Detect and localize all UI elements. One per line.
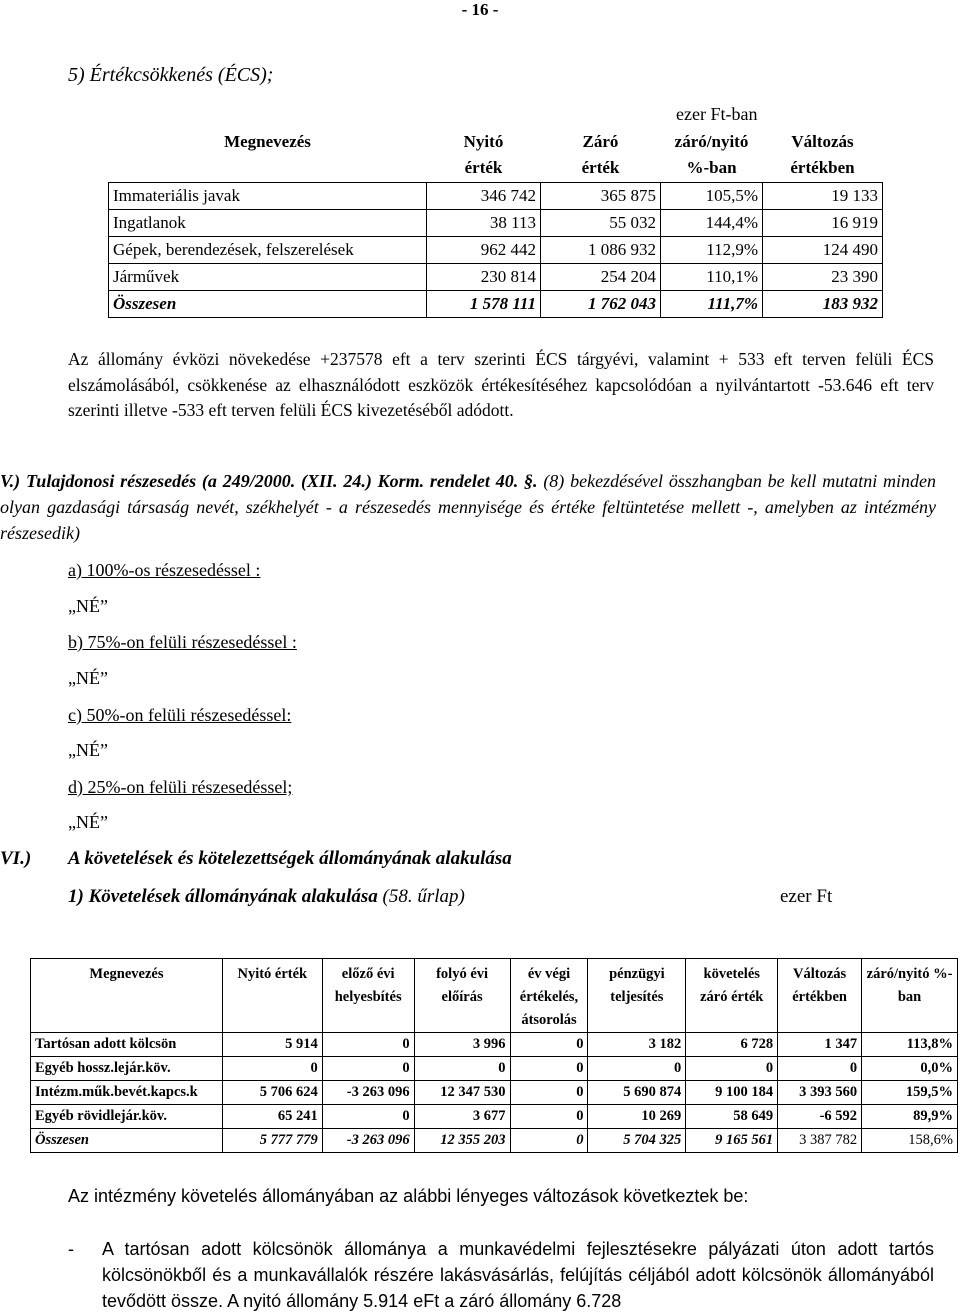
- section-5-ownership: [0, 468, 936, 546]
- table1-header: záró/nyitó: [674, 131, 749, 151]
- table-cell: 5 706 624: [222, 1081, 322, 1105]
- table-cell: 58 649: [686, 1105, 778, 1129]
- table-cell: 0: [510, 1081, 588, 1105]
- table2-header-row: [31, 959, 958, 1033]
- table-row: [31, 1057, 958, 1081]
- table-cell: 10 269: [588, 1105, 686, 1129]
- table-row: [31, 1033, 958, 1057]
- table-cell: 5 777 779: [222, 1129, 322, 1153]
- table-cell: 23 390: [763, 263, 883, 290]
- table-cell: 1 086 932: [541, 236, 661, 263]
- option-a-answer: „NÉ”: [68, 596, 108, 616]
- table-cell: 0: [510, 1033, 588, 1057]
- table-cell: 254 204: [541, 263, 661, 290]
- table-cell: 0: [322, 1105, 414, 1129]
- table-cell: 0,0%: [862, 1057, 958, 1081]
- option-c-label: [68, 705, 291, 726]
- table-row: [109, 263, 883, 290]
- table-cell: 0: [322, 1057, 414, 1081]
- table-cell: 12 347 530: [414, 1081, 510, 1105]
- table-cell: 113,8%: [862, 1033, 958, 1057]
- table-row: [109, 182, 883, 209]
- table-cell: 3 996: [414, 1033, 510, 1057]
- table-cell: 183 932: [763, 290, 883, 317]
- option-c-answer: „NÉ”: [68, 740, 108, 760]
- table-cell: 144,4%: [661, 209, 763, 236]
- table1-header: érték: [464, 158, 503, 178]
- table-cell: 89,9%: [862, 1105, 958, 1129]
- table-cell: 0: [588, 1057, 686, 1081]
- option-label: d) 25%-on felüli részesedéssel;: [68, 777, 293, 797]
- table-cell: 3 393 560: [778, 1081, 862, 1105]
- option-d-label: [68, 777, 292, 798]
- table-cell: 962 442: [427, 236, 541, 263]
- table-cell: 5 690 874: [588, 1081, 686, 1105]
- table-cell: 0: [686, 1057, 778, 1081]
- table-cell: 12 355 203: [414, 1129, 510, 1153]
- table-cell: 365 875: [541, 182, 661, 209]
- conclusion-text: Az intézmény követelés állományában az alábbi lényeges változások következtek be:: [68, 1186, 749, 1206]
- table2-header: Változás értékben: [778, 959, 862, 1033]
- table-cell: 0: [510, 1105, 588, 1129]
- table-cell: 6 728: [686, 1033, 778, 1057]
- table1-header: Nyitó: [463, 131, 504, 151]
- table-cell: 3 182: [588, 1033, 686, 1057]
- table-cell: 19 133: [763, 182, 883, 209]
- table2-header: folyó évi előírás: [414, 959, 510, 1033]
- table-cell: 3 677: [414, 1105, 510, 1129]
- table-cell: 38 113: [427, 209, 541, 236]
- table2-header: Nyitó érték: [222, 959, 322, 1033]
- table-cell: 0: [414, 1057, 510, 1081]
- table1-header-row-1: [109, 128, 883, 155]
- section-5-title: V.) Tulajdonosi részesedés (a 249/2000. (XII. 24.) Korm. rendelet 40. §.: [0, 471, 538, 491]
- table-row: [31, 1105, 958, 1129]
- table1-unit: ezer Ft-ban: [676, 104, 758, 124]
- depreciation-table: [108, 128, 883, 318]
- table-row: [109, 209, 883, 236]
- receivables-table: [30, 958, 958, 1153]
- table-cell: Járművek: [109, 263, 427, 290]
- table-cell: 1 578 111: [427, 290, 541, 317]
- table-cell: 0: [778, 1057, 862, 1081]
- table-cell: Egyéb hossz.lejár.köv.: [31, 1057, 223, 1081]
- table1-header: érték: [581, 158, 620, 178]
- table-cell: Összesen: [109, 290, 427, 317]
- table1-header: értékben: [790, 158, 855, 178]
- table1-header: [109, 155, 427, 182]
- section-heading-depreciation: 5) Értékcsökkenés (ÉCS);: [68, 64, 274, 86]
- table2-header: Megnevezés: [31, 959, 223, 1033]
- table-cell: -3 263 096: [322, 1129, 414, 1153]
- table2-header: követelés záró érték: [686, 959, 778, 1033]
- receivables-subheading-form: (58. űrlap): [377, 886, 465, 907]
- table1-header-row-2: [109, 155, 883, 182]
- table-cell: 0: [510, 1129, 588, 1153]
- table-cell: 9 165 561: [686, 1129, 778, 1153]
- table-cell: 55 032: [541, 209, 661, 236]
- option-b-answer: „NÉ”: [68, 668, 108, 688]
- table-cell: 112,9%: [661, 236, 763, 263]
- table-cell: 158,6%: [862, 1129, 958, 1153]
- table-cell: 105,5%: [661, 182, 763, 209]
- table-cell: 159,5%: [862, 1081, 958, 1105]
- table-cell: 346 742: [427, 182, 541, 209]
- table2-header: záró/nyitó %-ban: [862, 959, 958, 1033]
- table-cell: 0: [322, 1033, 414, 1057]
- bullet-dash: -: [68, 1239, 74, 1259]
- table-cell: 110,1%: [661, 263, 763, 290]
- page-number: - 16 -: [461, 0, 499, 19]
- table-cell: Gépek, berendezések, felszerelések: [109, 236, 427, 263]
- option-a-label: [68, 560, 260, 581]
- table-cell: 1 762 043: [541, 290, 661, 317]
- table-cell: 111,7%: [661, 290, 763, 317]
- table-total-row: [109, 290, 883, 317]
- table-total-row: [31, 1129, 958, 1153]
- table-cell: 65 241: [222, 1105, 322, 1129]
- table-cell: Intézm.műk.bevét.kapcs.k: [31, 1081, 223, 1105]
- table-cell: Egyéb rövidlejár.köv.: [31, 1105, 223, 1129]
- table-cell: 0: [222, 1057, 322, 1081]
- option-d-answer: „NÉ”: [68, 812, 108, 832]
- option-label: c) 50%-on felüli részesedéssel:: [68, 705, 292, 725]
- section-6-number: VI.): [0, 848, 32, 869]
- table-cell: 230 814: [427, 263, 541, 290]
- table-cell: 0: [510, 1057, 588, 1081]
- depreciation-explanation: Az állomány évközi növekedése +237578 eft a terv szerinti ÉCS tárgyévi, valamint + 533 eft terven felüli ÉCS elszámolásából, csökkenése az elhasználódott eszközök értékesítéséhez kapcsolódóan a nyilvántartott -53.646 eft terv szerinti illetve -533 eft terven felüli ÉCS kivezetéséből adódott.: [68, 349, 934, 420]
- table2-unit: ezer Ft: [780, 886, 833, 907]
- section-6-title: A követelések és kötelezettségek állományának alakulása: [68, 848, 512, 869]
- table-cell: 1 347: [778, 1033, 862, 1057]
- option-label: b) 75%-on felüli részesedéssel :: [68, 632, 297, 652]
- table-row: [109, 236, 883, 263]
- table-cell: 5 914: [222, 1033, 322, 1057]
- table-cell: Ingatlanok: [109, 209, 427, 236]
- table1-header: Záró: [582, 131, 619, 151]
- table2-header: előző évi helyesbítés: [322, 959, 414, 1033]
- table-cell: -3 263 096: [322, 1081, 414, 1105]
- table-cell: 124 490: [763, 236, 883, 263]
- table2-header: pénzügyi teljesítés: [588, 959, 686, 1033]
- table-cell: 5 704 325: [588, 1129, 686, 1153]
- table-cell: -6 592: [778, 1105, 862, 1129]
- table-cell: 16 919: [763, 209, 883, 236]
- receivables-subheading-bold: 1) Követelések állományának alakulása: [68, 886, 378, 907]
- table1-header: %-ban: [686, 158, 737, 178]
- bullet-item: [68, 1236, 934, 1312]
- bullet-text: A tartósan adott kölcsönök állománya a munkavédelmi fejlesztésekre pályázati úton adott tartós kölcsönökből és a munkavállalók részére lakásvásárlás, felújítás céljából adott kölcsönök állományából tevődött össze. A nyitó állomány 5.914 eFt a záró állomány 6.728: [102, 1239, 934, 1311]
- table1-header: Megnevezés: [224, 131, 311, 151]
- option-b-label: [68, 632, 297, 653]
- table-cell: Tartósan adott kölcsön: [31, 1033, 223, 1057]
- section-6-heading: [0, 848, 512, 870]
- table-row: [31, 1081, 958, 1105]
- option-label: a) 100%-os részesedéssel :: [68, 560, 261, 580]
- table1-header: Változás: [791, 131, 854, 151]
- table-cell: Összesen: [31, 1129, 223, 1153]
- section-5-body: (8) bekezdésével összhangban be kell mutatni minden olyan gazdasági társaság nevét, székhelyét - a részesedés mennyisége és értéke feltüntetése mellett -, amelyben az intézmény részesedik): [0, 471, 937, 543]
- table-cell: 9 100 184: [686, 1081, 778, 1105]
- receivables-subheading: [68, 886, 465, 908]
- table2-header: év végi értékelés, átsorolás: [510, 959, 588, 1033]
- table-cell: 3 387 782: [778, 1129, 862, 1153]
- table-cell: Immateriális javak: [109, 182, 427, 209]
